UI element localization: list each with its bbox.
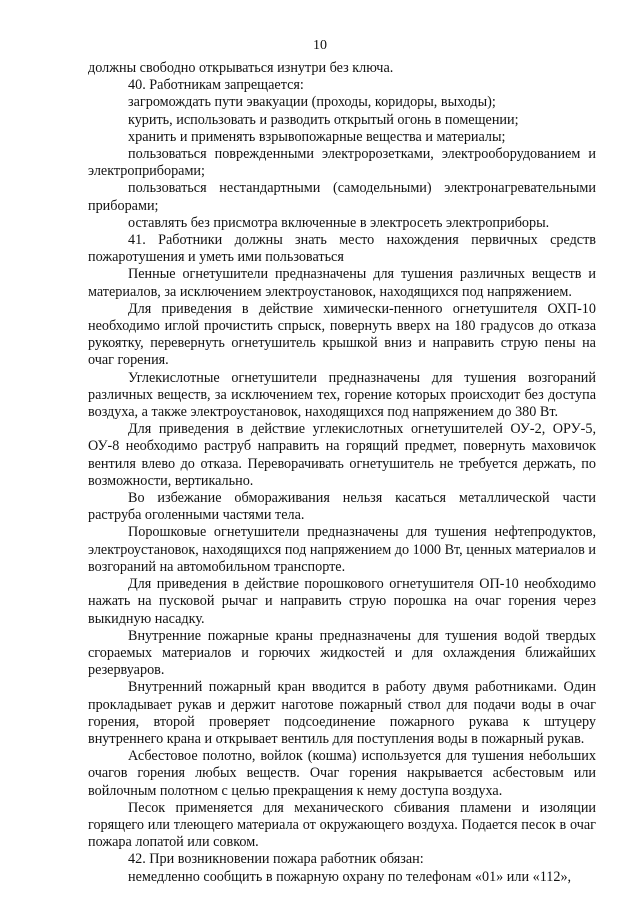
paragraph: Внутренние пожарные краны предназначены для тушения водой твердых сгораемых материалов и горючих жидкостей и для охлаждения ближайших резервуаров. bbox=[88, 627, 596, 679]
paragraph: 40. Работникам запрещается: bbox=[128, 77, 304, 94]
paragraph: Во избежание обмораживания нельзя касаться металлической части раструба оголенными частями тела. bbox=[88, 490, 596, 524]
page-number: 10 bbox=[313, 38, 327, 53]
paragraph: должны свободно открываться изнутри без ключа. bbox=[88, 60, 394, 76]
paragraph: немедленно сообщить в пожарную охрану по телефонам «01» или «112», bbox=[128, 868, 572, 885]
paragraph: Асбестовое полотно, войлок (кошма) используется для тушения небольших очагов горения любых веществ. Очаг горения накрывается асбестовым или войлочным полотном с целью прекращения к нему доступа воздуха. bbox=[88, 748, 596, 799]
paragraph: Для приведения в действие химически-пенного огнетушителя ОХП-10 необходимо иглой прочистить спрыск, повернуть вверх на 180 градусов до отказа рукоятку, перевернуть огнетушитель крышкой вниз и направить струю пены на очаг горения. bbox=[88, 300, 596, 369]
paragraph: хранить и применять взрывопожарные вещества и материалы; bbox=[128, 128, 506, 145]
paragraph: загромождать пути эвакуации (проходы, коридоры, выходы); bbox=[128, 94, 496, 111]
paragraph: 41. Работники должны знать место нахождения первичных средств пожаротушения и уметь ими пользоваться bbox=[88, 232, 596, 266]
paragraph: Порошковые огнетушители предназначены для тушения нефтепродуктов, электроустановок, находящихся под напряжением до 1000 Вт, ценных материалов и возгораний на автомобильном транспорте. bbox=[88, 524, 596, 575]
paragraph: Для приведения в действие порошкового огнетушителя ОП-10 необходимо нажать на пусковой рычаг и направить струю порошка на очаг горения через выкидную насадку. bbox=[88, 576, 596, 627]
paragraph: Для приведения в действие углекислотных огнетушителей ОУ-2, ОРУ-5, ОУ-8 необходимо раструб направить на горящий предмет, повернуть маховичок вентиля влево до отказа. Переворачивать огнетушитель не требуется держать, по возможности, вертикально. bbox=[88, 421, 596, 489]
paragraph: пользоваться нестандартными (самодельными) электронагревательными приборами; bbox=[88, 180, 596, 214]
paragraph: 42. При возникновении пожара работник обязан: bbox=[128, 851, 424, 868]
paragraph: Углекислотные огнетушители предназначены для тушения возгораний различных веществ, за исключением тех, горение которых происходит без доступа воздуха, а также электроустановок, находящихся под напряжением до 380 Вт. bbox=[88, 369, 596, 421]
paragraph: Песок применяется для механического сбивания пламени и изоляции горящего или тлеющего материала от окружающего воздуха. Подается песок в очаг пожара лопатой или совком. bbox=[88, 799, 596, 851]
paragraph: Пенные огнетушители предназначены для тушения различных веществ и материалов, за исключением электроустановок, находящихся под напряжением. bbox=[88, 266, 596, 300]
paragraph: оставлять без присмотра включенные в электросеть электроприборы. bbox=[128, 214, 550, 231]
paragraph: пользоваться поврежденными электророзетками, электрооборудованием и электроприборами; bbox=[88, 146, 596, 180]
paragraph: Внутренний пожарный кран вводится в работу двумя работниками. Один прокладывает рукав и держит наготове пожарный ствол для подачи воды в очаг горения, второй проверяет подсоединение пожарного рукава к штуцеру внутреннего крана и открывает вентиль для поступления воды в пожарный рукав. bbox=[88, 679, 596, 747]
paragraph: курить, использовать и разводить открытый огонь в помещении; bbox=[128, 111, 519, 128]
document-body bbox=[88, 60, 596, 886]
